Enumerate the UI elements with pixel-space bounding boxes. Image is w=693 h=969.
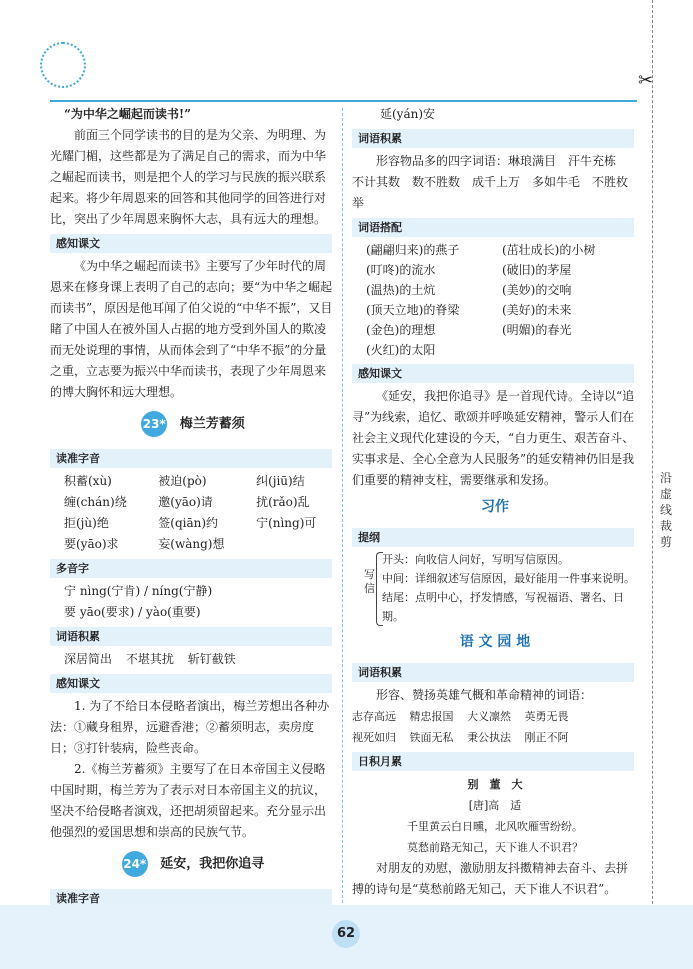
word-list: [50, 649, 336, 670]
hero-word-list: [352, 706, 638, 748]
pinyin-item: 签(qiān)约: [158, 516, 219, 530]
pinyin-item: 邀(yāo)请: [158, 495, 213, 509]
outline-item: 开头：向收信人问好，写明写信原因。: [382, 553, 569, 566]
word-item: 斩钉截铁: [187, 652, 236, 666]
ganzhi-23-point-1: 1. 为了不给日本侵略者演出，梅兰芳想出各种办法：①藏身租界，远避香港；②蓄须明志，卖房度日；③打针装病，险些丧命。: [50, 699, 330, 755]
xizuo-title: 习作: [481, 499, 509, 515]
scissors-icon: ✂: [638, 70, 654, 91]
outline-label: 写信: [364, 568, 375, 595]
dapei-item: (顶天立地)的脊梁: [366, 303, 460, 317]
word-paragraph: 形容物品多的四字词语：琳琅满目 汗牛充栋 不计其数 数不胜数 成千上万 多如牛毛 不胜枚举: [352, 154, 629, 210]
header-rule: [50, 100, 637, 102]
lesson-name: 梅兰芳蓄须: [179, 416, 245, 432]
dapei-item: (金色)的理想: [366, 323, 436, 337]
intro-paragraph: 前面三个同学读书的目的是为父亲、为明理、为光耀门楣，这些都是为了满足自己的需求，而为中华之崛起而读书，则是把个人的学习与民族的振兴联系起来。将少年周恩来的回答和其他同学的回答进行对比，突出了少年周恩来胸怀大志，具有远大的理想。: [50, 128, 327, 226]
word-item: 刚正不阿: [524, 731, 569, 744]
column-divider: [342, 108, 344, 908]
word-item: 铁面无私: [409, 731, 454, 744]
ganzhi-paragraph: 《为中华之崛起而读书》主要写了少年时代的周恩来在修身课上表明了自己的志向；要“为中华之崛起而读书”，原因是他耳闻了伯父说的“中华不振”，又目睹了中国人在被外国人占据的地方受到外国人的欺凌而无处说理的事情，从而体会到了“中华不振”的分量之重，立志要为振兴中华而读书，表现了少年周恩来的博大胸怀和远大理想。: [50, 259, 333, 399]
word-item: 秉公执法: [467, 731, 511, 744]
dapei-item: (温热)的土炕: [366, 283, 436, 297]
word-item: 志存高远: [352, 710, 396, 723]
pinyin-item: 要(yāo)求: [64, 537, 119, 551]
section-heading: 词语积累: [352, 663, 634, 682]
ganzhi-24-paragraph: 《延安，我把你追寻》是一首现代诗。全诗以“追寻”为线索，追忆、歌颂并呼唤延安精神，警示人们在社会主义现代化建设的今天，“自力更生、艰苦奋斗、实事求是、全心全意为人民服务”的延安精神仍旧是我们重要的精神支柱，需要继承和发扬。: [352, 389, 635, 487]
pinyin-item: 延(yán)安: [380, 107, 436, 121]
section-heading: 感知课文: [50, 234, 332, 253]
word-item: 大义凛然: [467, 710, 511, 723]
word-item: 精忠报国: [409, 710, 454, 723]
poem-author: [唐]高 适: [468, 799, 522, 812]
section-heading: 日积月累: [352, 752, 634, 771]
word-item: 不堪其扰: [125, 652, 174, 666]
brace-icon: [376, 552, 383, 626]
pinyin-item: 积蓄(xù): [64, 474, 112, 488]
dapei-item: (叮咚)的流水: [366, 263, 436, 277]
pinyin-item: 宁(nìng)可: [256, 516, 317, 530]
yuwen-yuandi-title: 语 文 园 地: [459, 634, 531, 650]
cut-line: [652, 0, 653, 969]
lesson-number: 23*: [141, 411, 167, 437]
section-heading: 词语积累: [50, 627, 332, 646]
pinyin-item: 缠(chán)绕: [64, 495, 127, 509]
lesson-number: 24*: [122, 851, 148, 877]
lesson-23-title: [50, 411, 336, 437]
dapei-item: (美妙)的交响: [502, 283, 572, 297]
section-heading: 读准字音: [50, 449, 332, 468]
dapei-item: (美好)的未来: [502, 303, 572, 317]
lesson-24-title: [50, 851, 336, 877]
section-heading: 多音字: [50, 559, 332, 578]
cut-instruction: 沿虚线裁剪: [660, 471, 673, 549]
left-column: [50, 104, 336, 932]
section-heading: 读准字音: [50, 889, 332, 908]
pinyin-item: 被迫(pò): [158, 474, 207, 488]
pinyin-item: 扰(rǎo)乱: [256, 495, 310, 509]
section-heading: 感知课文: [50, 674, 332, 693]
right-column: [352, 104, 638, 900]
hero-intro: 形容、赞扬英雄气概和革命精神的词语：: [376, 688, 593, 702]
dapei-item: (破旧)的茅屋: [502, 263, 572, 277]
outline-item: 结尾：点明中心，抒发情感，写祝福语、署名、日期。: [382, 591, 624, 623]
dapei-item: (翩翩归来)的燕子: [366, 243, 460, 257]
logo-icon: [40, 42, 86, 88]
word-item: 深居简出: [64, 652, 113, 666]
poem-line: 千里黄云白日曛，北风吹雁雪纷纷。: [407, 820, 583, 833]
dapei-item: (火红)的太阳: [366, 343, 436, 357]
pinyin-item: 妄(wàng)想: [158, 537, 225, 551]
poem-line: 莫愁前路无知己，天下谁人不识君？: [407, 841, 583, 854]
section-heading: 感知课文: [352, 364, 634, 383]
dapei-grid: [352, 240, 638, 360]
dapei-item: (茁壮成长)的小树: [502, 243, 596, 257]
poem-note: 对朋友的劝慰，激励朋友抖擞精神去奋斗、去拼搏的诗句是“莫愁前路无知己，天下谁人不识君”。: [352, 861, 629, 896]
pinyin-grid: [50, 471, 336, 555]
word-item: 视死如归: [352, 731, 396, 744]
section-heading: 提纲: [352, 528, 634, 547]
duoyin-list: [50, 581, 336, 623]
pinyin-item: 纠(jiū)结: [256, 474, 305, 488]
section-heading: 词语积累: [352, 129, 634, 148]
lesson-name: 延安，我把你追寻: [160, 856, 265, 872]
writing-outline: [352, 550, 638, 626]
dapei-item: (明媚)的春光: [502, 323, 572, 337]
word-item: 英勇无畏: [524, 710, 569, 723]
quote-title: “为中华之崛起而读书!”: [64, 107, 192, 121]
page-number: 62: [332, 920, 360, 948]
ganzhi-23-point-2: 2.《梅兰芳蓄须》主要写了在日本帝国主义侵略中国时期，梅兰芳为了表示对日本帝国主义的抗议，坚决不给侵略者演戏，还把胡须留起来。充分显示出他强烈的爱国思想和崇高的民族气节。: [50, 762, 327, 839]
duoyin-item: 要 yāo(要求) / yào(重要): [64, 605, 201, 619]
poem-title: 别 董 大: [467, 778, 523, 791]
outline-item: 中间：详细叙述写信原因，最好能用一件事来说明。: [382, 572, 635, 585]
section-heading: 词语搭配: [352, 218, 634, 237]
duoyin-item: 宁 nìng(宁肯) / níng(宁静): [64, 584, 213, 598]
pinyin-item: 拒(jù)绝: [64, 516, 109, 530]
poem: [352, 774, 638, 858]
